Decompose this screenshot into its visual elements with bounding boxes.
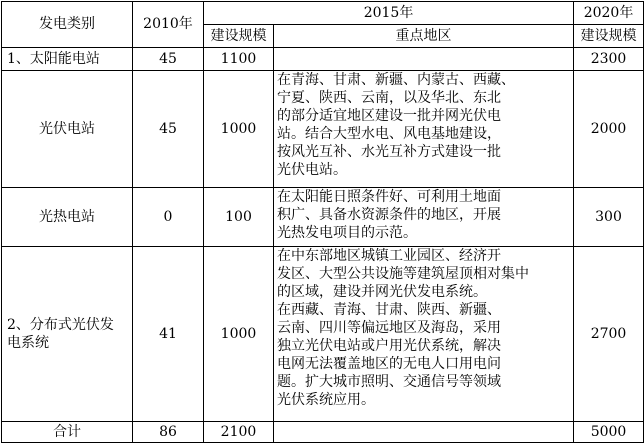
row-2015-scale: 1000 bbox=[204, 246, 274, 422]
solar-power-plan-table bbox=[1, 1, 644, 443]
row-2020-scale: 2700 bbox=[574, 246, 644, 422]
row-regions bbox=[274, 187, 574, 246]
region-line: 在青海、甘肃、新疆、内蒙古、西藏、 bbox=[277, 71, 515, 88]
table-row bbox=[2, 246, 644, 422]
row-2010: 0 bbox=[133, 187, 204, 246]
row-type bbox=[2, 246, 133, 422]
total-2020-scale: 5000 bbox=[574, 422, 644, 443]
row-2010: 41 bbox=[133, 246, 204, 422]
row-2010: 45 bbox=[133, 70, 204, 187]
header-2015-regions: 重点地区 bbox=[274, 24, 574, 47]
row-type: 光热电站 bbox=[2, 187, 133, 246]
region-line: 按风光互补、水光互补方式建设一批 bbox=[277, 143, 501, 160]
header-type: 发电类别 bbox=[2, 2, 133, 48]
region-line: 在太阳能日照条件好、可利用土地面 bbox=[277, 188, 501, 205]
region-line: 积广、具备水资源条件的地区，开展 bbox=[277, 206, 501, 223]
row-2015-scale: 1000 bbox=[204, 70, 274, 187]
row-regions bbox=[274, 246, 574, 422]
region-line: 题。扩大城市照明、交通信号等领域 bbox=[277, 373, 501, 390]
region-line: 宁夏、陕西、云南，以及华北、东北 bbox=[277, 89, 501, 106]
header-2010: 2010年 bbox=[133, 2, 204, 48]
region-line: 的区域，建设并网光伏发电系统。 bbox=[277, 283, 487, 300]
row-regions bbox=[274, 47, 574, 70]
row-2020-scale: 2300 bbox=[574, 47, 644, 70]
region-line: 发区、大型公共设施等建筑屋顶相对集中 bbox=[277, 265, 529, 282]
row-type: 光伏电站 bbox=[2, 70, 133, 187]
row-2020-scale: 2000 bbox=[574, 70, 644, 187]
header-2015-scale: 建设规模 bbox=[204, 24, 274, 47]
row-2020-scale: 300 bbox=[574, 187, 644, 246]
row-type-line: 电系统 bbox=[7, 334, 49, 351]
row-type-line: 2、分布式光伏发 bbox=[7, 316, 114, 333]
header-2020: 2020年 bbox=[574, 2, 644, 25]
table-row bbox=[2, 187, 644, 246]
row-2010: 45 bbox=[133, 47, 204, 70]
region-line: 光伏电站。 bbox=[277, 161, 347, 178]
region-line: 云南、四川等偏远地区及海岛，采用 bbox=[277, 319, 501, 336]
total-2015-scale: 2100 bbox=[204, 422, 274, 443]
row-2015-scale: 1100 bbox=[204, 47, 274, 70]
total-regions bbox=[274, 422, 574, 443]
header-2015: 2015年 bbox=[204, 2, 574, 25]
region-line: 站。结合大型水电、风电基地建设， bbox=[277, 125, 501, 142]
region-line: 在西藏、青海、甘肃、陕西、新疆、 bbox=[277, 301, 501, 318]
total-label: 合计 bbox=[2, 422, 133, 443]
region-line: 的部分适宜地区建设一批并网光伏电 bbox=[277, 107, 501, 124]
region-line: 独立光伏电站或户用光伏系统，解决 bbox=[277, 337, 501, 354]
total-2010: 86 bbox=[133, 422, 204, 443]
region-line: 光伏系统应用。 bbox=[277, 391, 375, 408]
region-line: 电网无法覆盖地区的无电人口用电问 bbox=[277, 355, 501, 372]
header-2020-scale: 建设规模 bbox=[574, 24, 644, 47]
region-line: 光热发电项目的示范。 bbox=[277, 224, 417, 241]
table-row bbox=[2, 47, 644, 70]
header-row-1 bbox=[2, 2, 644, 25]
region-line: 在中东部地区城镇工业园区、经济开 bbox=[277, 247, 501, 264]
row-2015-scale: 100 bbox=[204, 187, 274, 246]
row-type: 1、太阳能电站 bbox=[2, 47, 133, 70]
table-row bbox=[2, 70, 644, 187]
row-regions bbox=[274, 70, 574, 187]
total-row bbox=[2, 422, 644, 443]
